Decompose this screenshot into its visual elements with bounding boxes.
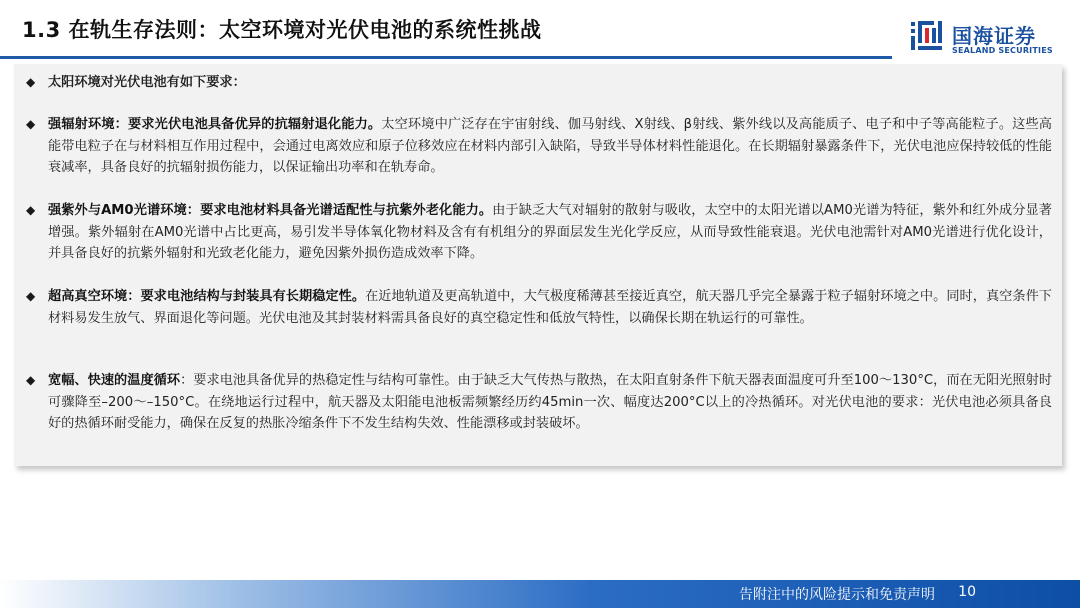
intro-text: 太阳环境对光伏电池有如下要求： — [48, 75, 246, 90]
page-title: 1.3 在轨生存法则：太空环境对光伏电池的系统性挑战 — [22, 18, 542, 42]
item-paragraph — [48, 370, 1052, 435]
page-number: 10 — [958, 584, 976, 600]
logo-chinese-name: 国海证券 — [952, 24, 1036, 48]
item-heading: 超高真空环境：要求电池结构与封装具有长期稳定性。 — [48, 289, 366, 304]
diamond-bullet-icon: ◆ — [26, 289, 36, 303]
item-paragraph — [48, 114, 1052, 179]
item-heading: 强紫外与AM0光谱环境：要求电池材料具备光谱适配性与抗紫外老化能力。 — [48, 203, 493, 218]
item-body: 在近地轨道及更高轨道中，大气极度稀薄甚至接近真空，航天器几乎完全暴露于粒子辐射环境之中。同时，真空条件下材料易发生放气、界面退化等问题。光伏电池及其封装材料需具备良好的真空稳定性和低放气特性，以确保长期在轨运行的可靠性。 — [48, 289, 1052, 326]
diamond-bullet-icon: ◆ — [26, 203, 36, 217]
logo-english-name: SEALAND SECURITIES — [952, 46, 1053, 55]
item-body: 由于缺乏大气对辐射的散射与吸收，太空中的太阳光谱以AM0光谱为特征，紫外和红外成分显著增强。紫外辐射在AM0光谱中占比更高，易引发半导体氧化物材料及含有有机组分的界面层发生光化学反应，从而导致性能衰退。光伏电池需针对AM0光谱进行优化设计，并具备良好的抗紫外辐射和光致老化能力，避免因紫外损伤造成效率下降。 — [48, 203, 1052, 261]
item-paragraph — [48, 200, 1052, 265]
item-paragraph — [48, 286, 1052, 329]
company-logo — [910, 18, 1070, 62]
footer-disclaimer: 告附注中的风险提示和免责声明 — [739, 587, 935, 603]
item-heading: 强辐射环境：要求光伏电池具备优异的抗辐射退化能力。 — [48, 117, 382, 132]
footer-bar — [0, 580, 1080, 608]
diamond-bullet-icon: ◆ — [26, 117, 36, 131]
item-body: 太空环境中广泛存在宇宙射线、伽马射线、X射线、β射线、紫外线以及高能质子、电子和中子等高能粒子。这些高能带电粒子在与材料相互作用过程中，会通过电离效应和原子位移效应在材料内部引入缺陷，导致半导体材料性能退化。在长期辐射暴露条件下，光伏电池应保持较低的性能衰减率，具备良好的抗辐射损伤能力，以保证输出功率和在轨寿命。 — [48, 117, 1052, 175]
item-body: ：要求电池具备优异的热稳定性与结构可靠性。由于缺乏大气传热与散热，在太阳直射条件下航天器表面温度可升至100～130°C，而在无阳光照射时可骤降至–200～–150°C。在绕地运行过程中，航天器及太阳能电池板需频繁经历约45min一次、幅度达200°C以上的冷热循环。对光伏电池的要求：光伏电池必须具备良好的热循环耐受能力，确保在反复的热胀冷缩条件下不发生结构失效、性能漂移或封装破坏。 — [48, 373, 1053, 431]
sealand-logo-icon — [910, 18, 944, 54]
content-panel — [14, 64, 1062, 466]
diamond-bullet-icon: ◆ — [26, 373, 36, 387]
title-underline — [0, 56, 892, 59]
item-heading: 宽幅、快速的温度循环 — [48, 373, 181, 388]
diamond-bullet-icon: ◆ — [26, 75, 36, 89]
